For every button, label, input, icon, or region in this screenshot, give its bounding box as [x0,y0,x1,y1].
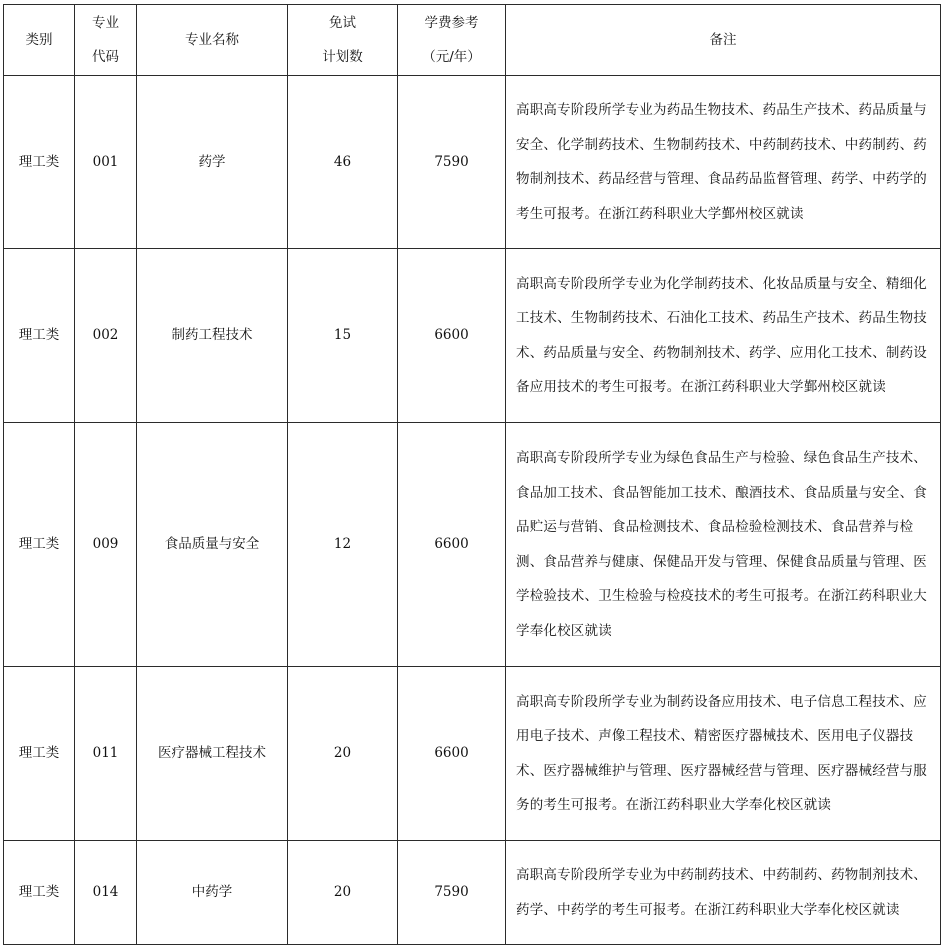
cell-remark: 高职高专阶段所学专业为化学制药技术、化妆品质量与安全、精细化工技术、生物制药技术、石油化工技术、药品生产技术、药品生物技术、药品质量与安全、药物制剂技术、药学、应用化工技术、制药设备应用技术的考生可报考。在浙江药科职业大学鄞州校区就读 [506,249,941,423]
cell-quota: 46 [288,76,398,249]
table-row [4,76,941,249]
table-row [4,423,941,667]
cell-fee: 6600 [398,667,506,841]
cell-name: 食品质量与安全 [137,423,288,667]
cell-name: 制药工程技术 [137,249,288,423]
cell-quota: 20 [288,667,398,841]
header-quota-line-2: 计划数 [322,49,363,65]
table-body [4,76,941,945]
table-row [4,841,941,945]
header-quota [288,5,398,76]
admissions-table [3,4,941,945]
cell-remark: 高职高专阶段所学专业为制药设备应用技术、电子信息工程技术、应用电子技术、声像工程技术、精密医疗器械技术、医用电子仪器技术、医疗器械维护与管理、医疗器械经营与管理、医疗器械经营与服务的考生可报考。在浙江药科职业大学奉化校区就读 [506,667,941,841]
header-category: 类别 [4,5,75,76]
header-code [75,5,137,76]
cell-category: 理工类 [4,423,75,667]
header-fee [398,5,506,76]
header-fee-line-2: （元/年） [422,49,481,65]
header-remark: 备注 [506,5,941,76]
cell-code: 011 [75,667,137,841]
cell-name: 医疗器械工程技术 [137,667,288,841]
cell-category: 理工类 [4,667,75,841]
cell-code: 001 [75,76,137,249]
cell-code: 002 [75,249,137,423]
cell-remark: 高职高专阶段所学专业为绿色食品生产与检验、绿色食品生产技术、食品加工技术、食品智能加工技术、酿酒技术、食品质量与安全、食品贮运与营销、食品检测技术、食品检验检测技术、食品营养与检测、食品营养与健康、保健品开发与管理、保健食品质量与管理、医学检验技术、卫生检验与检疫技术的考生可报考。在浙江药科职业大学奉化校区就读 [506,423,941,667]
cell-category: 理工类 [4,76,75,249]
cell-name: 中药学 [137,841,288,945]
cell-quota: 15 [288,249,398,423]
cell-name: 药学 [137,76,288,249]
cell-remark: 高职高专阶段所学专业为药品生物技术、药品生产技术、药品质量与安全、化学制药技术、生物制药技术、中药制药技术、中药制药、药物制剂技术、药品经营与管理、食品药品监督管理、药学、中药学的考生可报考。在浙江药科职业大学鄞州校区就读 [506,76,941,249]
table-header [4,5,941,76]
cell-code: 009 [75,423,137,667]
table-row [4,667,941,841]
header-fee-line-1: 学费参考 [424,15,479,31]
cell-category: 理工类 [4,249,75,423]
cell-fee: 6600 [398,423,506,667]
header-quota-line-1: 免试 [329,15,356,31]
header-row [4,5,941,76]
cell-fee: 6600 [398,249,506,423]
header-name: 专业名称 [137,5,288,76]
table-row [4,249,941,423]
cell-category: 理工类 [4,841,75,945]
header-code-line-2: 代码 [92,49,119,65]
cell-quota: 20 [288,841,398,945]
cell-quota: 12 [288,423,398,667]
cell-remark: 高职高专阶段所学专业为中药制药技术、中药制药、药物制剂技术、药学、中药学的考生可报考。在浙江药科职业大学奉化校区就读 [506,841,941,945]
cell-fee: 7590 [398,841,506,945]
cell-code: 014 [75,841,137,945]
header-code-line-1: 专业 [92,15,119,31]
cell-fee: 7590 [398,76,506,249]
